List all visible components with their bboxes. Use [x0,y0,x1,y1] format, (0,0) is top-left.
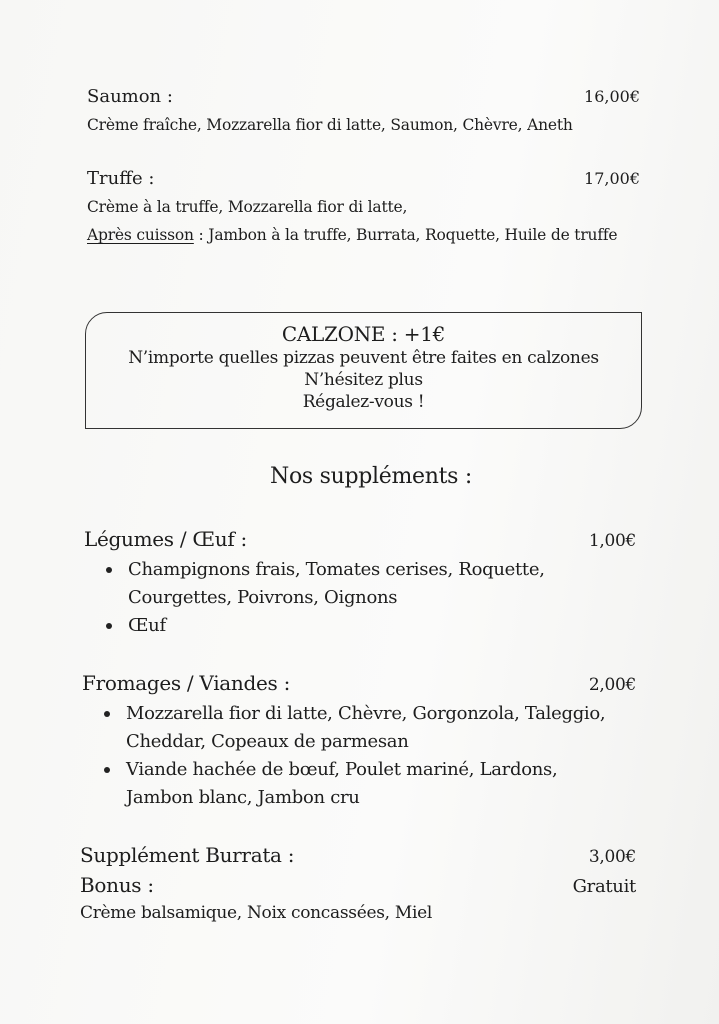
bonus-price: Gratuit [572,876,636,897]
supplement-group [82,671,636,695]
after-cooking-label: Après cuisson [87,226,194,244]
bonus-name: Bonus : [80,873,154,897]
after-cooking-text: : Jambon à la truffe, Burrata, Roquette, Huile de truffe [193,226,618,244]
bonus-description: Crème balsamique, Noix concassées, Miel [80,903,432,923]
burrata-price: 3,00€ [588,847,636,867]
calzone-line: N’hésitez plus [304,370,423,390]
list-item: Œuf [84,612,644,640]
calzone-line: N’importe quelles pizzas peuvent être faites en calzones [128,348,599,368]
pizza-name: Truffe : [87,168,155,189]
calzone-line: Régalez-vous ! [302,392,425,412]
pizza-saumon [87,86,640,107]
pizza-description: Crème à la truffe, Mozzarella fior di latte, [87,198,408,216]
supplement-group [84,527,636,551]
group-price: 1,00€ [588,531,636,551]
pizza-after-cooking [87,226,617,244]
pizza-truffe [87,168,640,189]
pizza-description: Crème fraîche, Mozzarella fior di latte, Saumon, Chèvre, Aneth [87,116,573,134]
group-name: Légumes / Œuf : [84,527,247,551]
list-item: Viande hachée de bœuf, Poulet mariné, Lardons, Jambon blanc, Jambon cru [82,756,622,812]
pizza-price: 17,00€ [584,169,640,188]
list-item: Champignons frais, Tomates cerises, Roquette, Courgettes, Poivrons, Oignons [84,556,644,612]
calzone-title: CALZONE : +1€ [281,322,446,346]
supplement-list [82,700,622,812]
list-item: Mozzarella fior di latte, Chèvre, Gorgonzola, Taleggio, Cheddar, Copeaux de parmesan [82,700,622,756]
burrata-name: Supplément Burrata : [80,843,295,867]
supplement-burrata [80,843,636,867]
group-name: Fromages / Viandes : [82,671,291,695]
group-price: 2,00€ [588,675,636,695]
supplements-heading: Nos suppléments : [270,464,472,489]
supplement-list [84,556,644,640]
supplement-bonus [80,873,636,897]
calzone-box [85,312,642,429]
pizza-name: Saumon : [87,86,173,107]
pizza-price: 16,00€ [584,87,640,106]
